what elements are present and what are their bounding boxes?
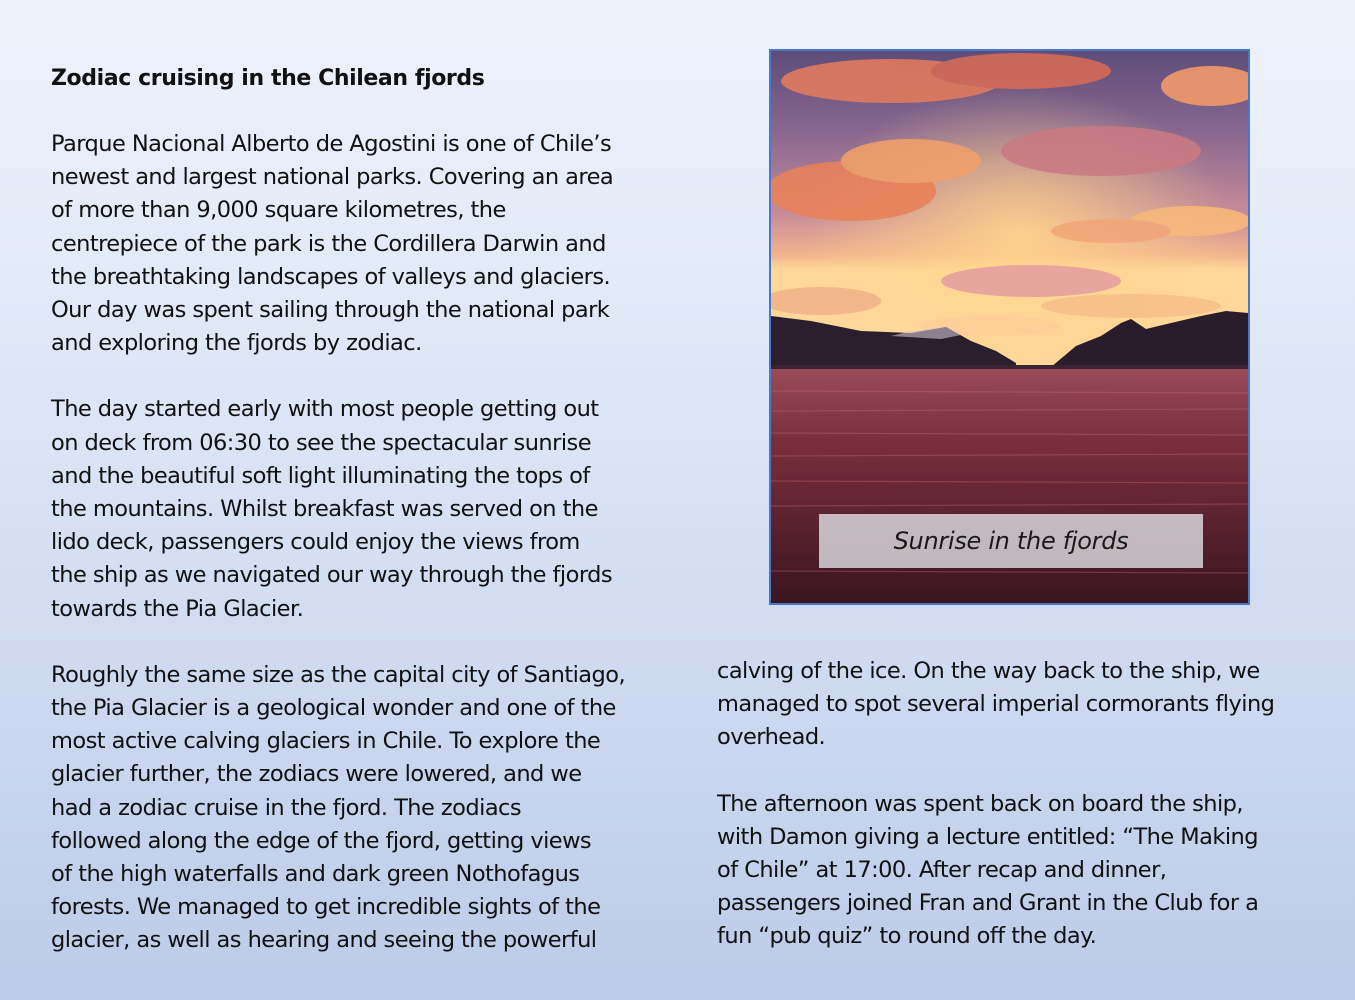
photo-caption: Sunrise in the fjords [819,514,1203,568]
article-title: Zodiac cruising in the Chilean fjords [51,66,485,91]
paragraph-4: calving of the ice. On the way back to the ship, we managed to spot several imperial cormorants flying overhead. [717,658,1275,751]
sunrise-photo [769,49,1250,605]
paragraph-2: The day started early with most people getting out on deck from 06:30 to see the spectacular sunrise and the beautiful soft light illuminating the tops of the mountains. Whilst breakfast was served on the lido deck, passengers could enjoy the views from the ship as we navigated our way through the fjords towards the Pia Glacier. [51,396,613,622]
paragraph-3: Roughly the same size as the capital city of Santiago, the Pia Glacier is a geological wonder and one of the most active calving glaciers in Chile. To explore the glacier further, the zodiacs were lowered, and we had a zodiac cruise in the fjord. The zodiacs followed along the edge of the fjord, getting views of the high waterfalls and dark green Nothofagus forests. We managed to get incredible sights of the glacier, as well as hearing and seeing the powerful [51,661,626,954]
right-column [717,655,1327,987]
left-column [51,62,661,991]
paragraph-1: Parque Nacional Alberto de Agostini is one of Chile’s newest and largest national parks. Covering an area of more than 9,000 square kilometres, the centrepiece of the park is the Cordillera Darwin and the breathtaking landscapes of valleys and glaciers. Our day was spent sailing through the national park and exploring the fjords by zodiac. [51,131,614,357]
paragraph-5: The afternoon was spent back on board the ship, with Damon giving a lecture entitled: “The Making of Chile” at 17:00. After recap and dinner, passengers joined Fran and Grant in the Club for a fun “pub quiz” to round off the day. [717,790,1259,950]
